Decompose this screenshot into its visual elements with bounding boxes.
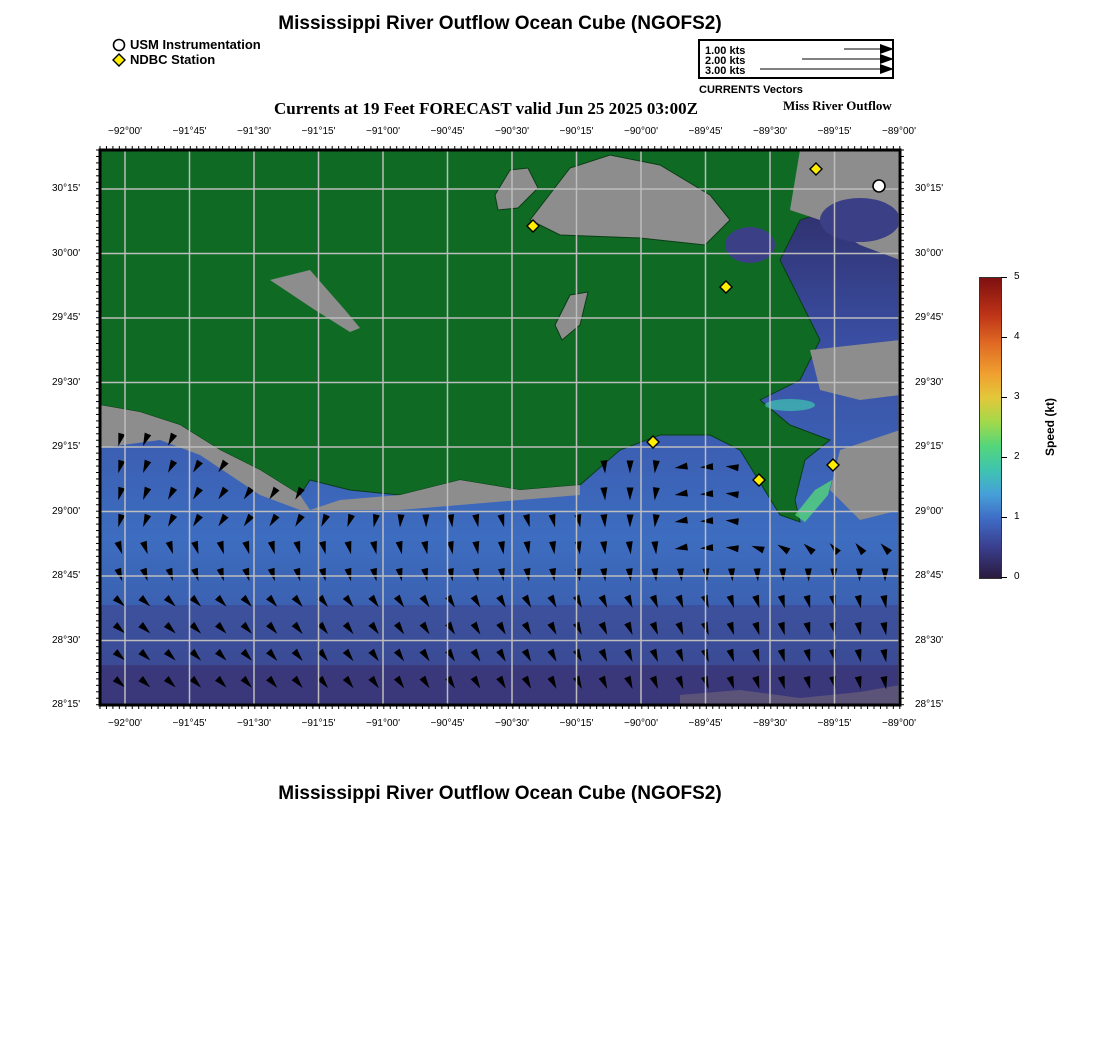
lon-label-top: −89°45' [688, 126, 723, 137]
lat-label-left: 29°00' [52, 505, 81, 517]
lon-label-top: −90°45' [430, 126, 465, 137]
colorbar-tick [1001, 457, 1007, 458]
lat-label-right: 30°15' [915, 183, 944, 194]
lon-label-bottom: −92°00' [108, 718, 142, 729]
colorbar-tick-label: 0 [1014, 571, 1020, 582]
lat-label-left: 30°00' [52, 247, 81, 259]
scale-row-2: 2.00 kts [705, 55, 746, 67]
lon-label-bottom: −91°15' [301, 718, 336, 729]
lat-label-left: 28°30' [52, 634, 81, 646]
scale-row-1: 1.00 kts [705, 45, 746, 57]
colorbar-tick [1001, 517, 1007, 518]
colorbar-tick-label: 1 [1014, 511, 1020, 522]
lat-label-left: 29°30' [52, 376, 81, 388]
lat-label-right: 29°00' [915, 505, 944, 517]
lon-label-bottom: −89°00' [882, 718, 916, 729]
lon-label-bottom: −89°15' [817, 718, 852, 729]
bottom-shelf [100, 665, 900, 705]
lon-label-bottom: −90°00' [624, 718, 658, 729]
plume-1 [725, 227, 775, 263]
lon-label-top: −91°00' [366, 126, 400, 137]
lon-label-bottom: −89°45' [688, 718, 723, 729]
lon-label-bottom: −91°30' [237, 718, 271, 729]
page-title: Mississippi River Outflow Ocean Cube (NGOFS2) [278, 13, 722, 34]
lat-label-left: 29°15' [52, 441, 81, 452]
vector-caption: CURRENTS Vectors [699, 84, 803, 96]
colorbar-tick-label: 4 [1014, 331, 1020, 342]
lat-label-right: 29°15' [915, 441, 944, 452]
lat-label-left: 29°45' [52, 312, 81, 323]
scale-row-3: 3.00 kts [705, 65, 746, 77]
lon-label-bottom: −89°30' [753, 718, 787, 729]
colorbar-tick-label: 3 [1014, 391, 1020, 402]
colorbar-tick [1001, 397, 1007, 398]
lon-label-top: −91°45' [172, 126, 207, 137]
lat-label-right: 28°30' [915, 634, 944, 646]
lon-label-top: −92°00' [108, 126, 142, 137]
colorbar-tick [1001, 577, 1007, 578]
lon-label-top: −90°15' [559, 126, 594, 137]
speed-colorbar [979, 277, 1002, 579]
colorbar-tick-label: 5 [1014, 271, 1020, 282]
lon-label-top: −89°15' [817, 126, 852, 137]
map-subtitle: Currents at 19 Feet FORECAST valid Jun 25 2025 03:00Z [274, 99, 698, 118]
lon-label-bottom: −90°15' [559, 718, 594, 729]
lon-label-top: −91°30' [237, 126, 271, 137]
lon-label-bottom: −90°45' [430, 718, 465, 729]
lon-label-top: −89°00' [882, 126, 916, 137]
lon-label-top: −90°30' [495, 126, 529, 137]
usm-instrument-icon [873, 180, 885, 192]
lon-label-bottom: −91°45' [172, 718, 207, 729]
plume-3 [765, 399, 815, 411]
colorbar-tick [1001, 337, 1007, 338]
legend-ndbc-label: NDBC Station [130, 52, 216, 67]
lat-label-right: 28°45' [915, 570, 944, 581]
lon-label-top: −90°00' [624, 126, 658, 137]
lon-label-bottom: −90°30' [495, 718, 529, 729]
lon-label-bottom: −91°00' [366, 718, 400, 729]
lat-label-right: 29°45' [915, 312, 944, 323]
colorbar-tick [1001, 277, 1007, 278]
lat-label-right: 30°00' [915, 247, 944, 259]
lat-label-left: 28°15' [52, 699, 81, 710]
footer-title: Mississippi River Outflow Ocean Cube (NGOFS2) [278, 783, 722, 804]
lat-label-left: 28°45' [52, 570, 81, 581]
colorbar-title: Speed (kt) [1043, 397, 1057, 457]
legend-usm-label: USM Instrumentation [130, 37, 261, 52]
lon-label-top: −91°15' [301, 126, 336, 137]
lat-label-left: 30°15' [52, 183, 81, 194]
plume-2 [820, 198, 900, 242]
lon-label-top: −89°30' [753, 126, 787, 137]
region-label: Miss River Outflow [783, 98, 892, 113]
lat-label-right: 28°15' [915, 699, 944, 710]
lat-label-right: 29°30' [915, 376, 944, 388]
colorbar-tick-label: 2 [1014, 451, 1020, 462]
